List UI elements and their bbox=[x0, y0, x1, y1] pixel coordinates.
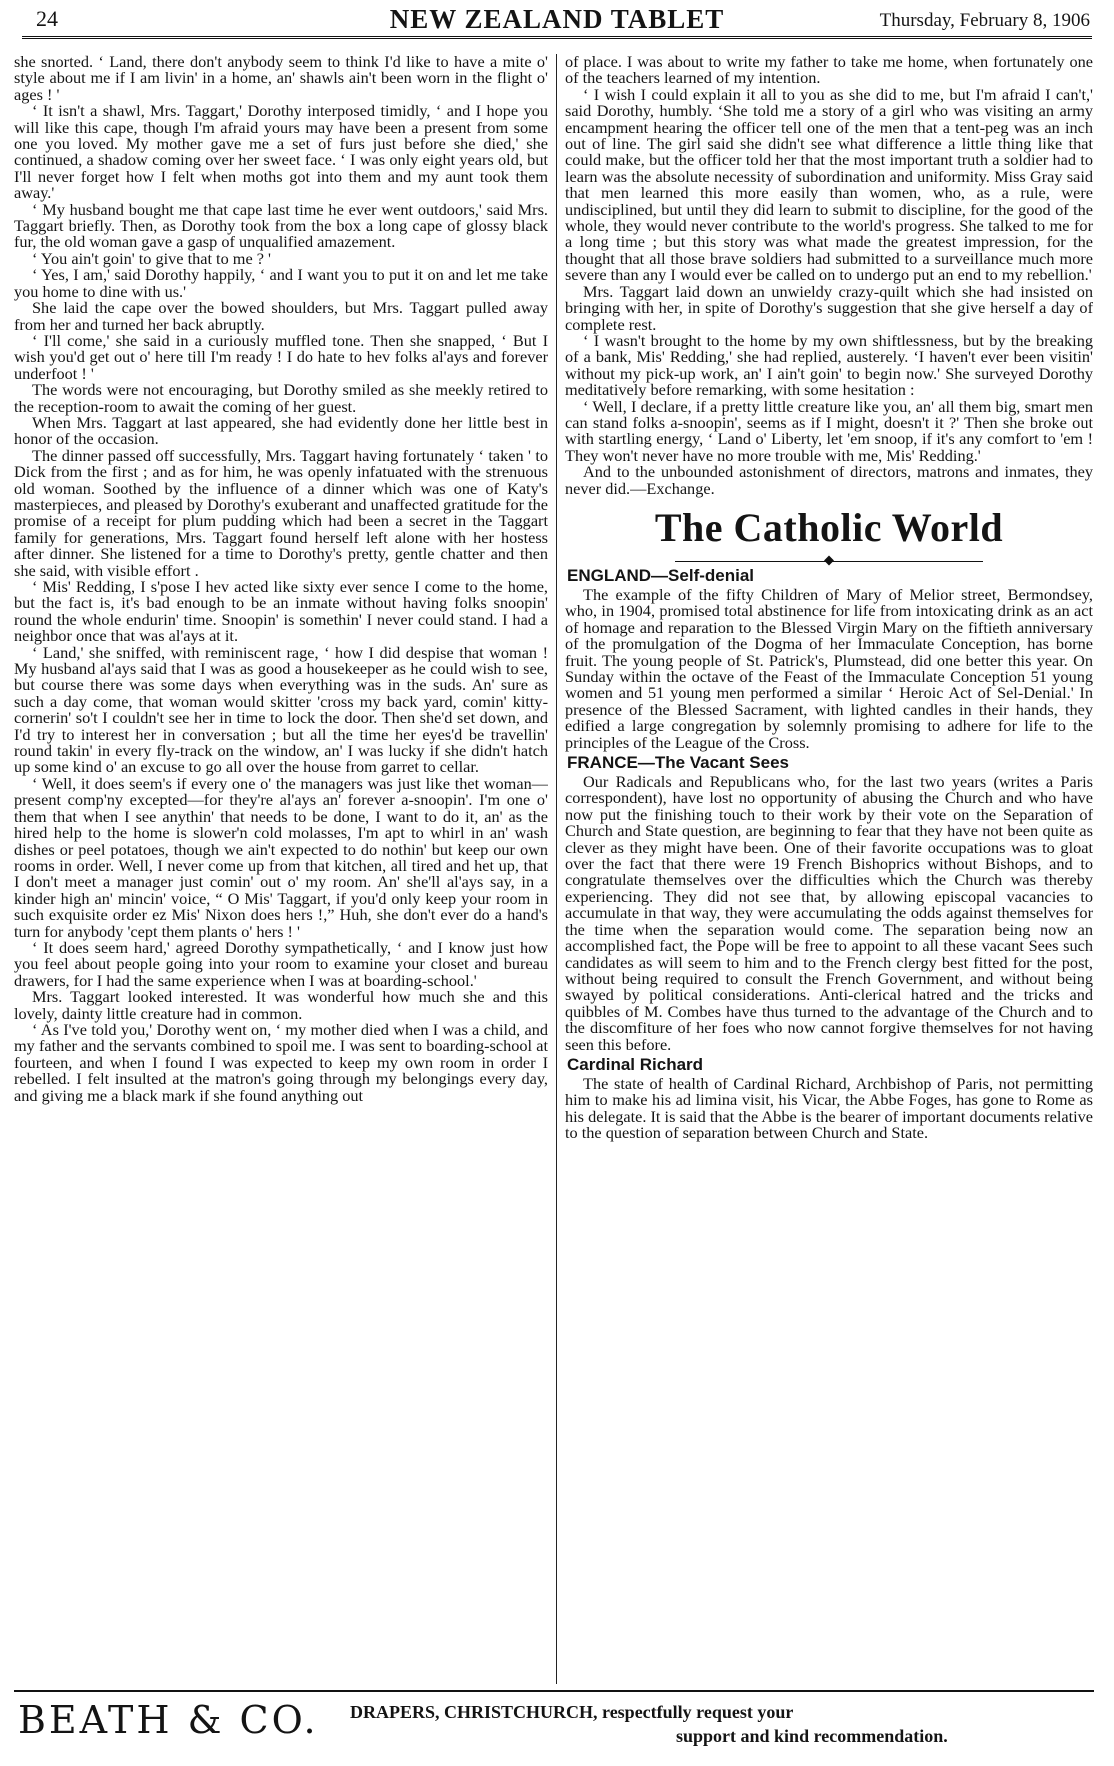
left-column bbox=[14, 54, 548, 1684]
paragraph: ‘ Land,' she sniffed, with reminiscent rage, ‘ how I did despise that woman ! My husband al'ays said that I was as good a housekeeper as he could wish to see, but course there was some days when everything was in the suds. An' sure as such a day come, that woman would skitter 'cross my back yard, comin' kitty-cornerin' so't I couldn't see her in time to lock the door. Then she'd set down, and I'd try to interest her in conversation ; but all the time her eyes'd be travellin' round takin' in every fly-track on the window, an' I was lucky if she didn't hatch up some kind o' an excuse to go all over the house from garret to cellar. bbox=[14, 642, 548, 777]
paragraph: ‘ Well, I declare, if a pretty little creature like you, an' all them big, smart men can stand folks a-snoopin', seems as if I might, doesn't it ?' Then she broke out with startling energy, ‘ Land o' Liberty, let 'em snoop, if it's any comfort to 'em ! They won't never have no more trouble with me, Mis' Redding.' bbox=[565, 396, 1093, 465]
paragraph: ‘ Yes, I am,' said Dorothy happily, ‘ and I want you to put it on and let me take you home to dine with us.' bbox=[14, 265, 548, 301]
paragraph: ‘ I wish I could explain it all to you as she did to me, but I'm afraid I can't,' said Dorothy, humbly. ‘She told me a story of a girl who was visiting an army encampment hearing the officer tell one of the men that a tent-peg was an inch out of line. The girl said she didn't see what difference a little thing like that could make, but the officer told her that the most important truth a soldier had to learn was the absolute necessity of subordination and uniformity. Miss Gray said that men learned this more easily than women, who, as a rule, were undisciplined, but until they did learn to submit to discipline, for the good of the whole, they would never contribute to the world's progress. She talked to me for a long time ; but this story was what made the greatest impression, for the thought that all those brave soldiers had submitted to a surveillance much more severe than any I would ever be called on to undergo put an end to my rebellion.' bbox=[565, 84, 1093, 285]
paragraph: she snorted. ‘ Land, there don't anybody seem to think I'd like to have a mite o' style about me if I am livin' in a home, an' shawls ain't been worn in the flight o' ages ! ' bbox=[14, 54, 548, 104]
paragraph: ‘ My husband bought me that cape last time he ever went outdoors,' said Mrs. Taggart briefly. Then, as Dorothy took from the box a long cape of glossy black fur, the old woman gave a gasp of unqualified amazement. bbox=[14, 199, 548, 252]
page-number: 24 bbox=[36, 6, 58, 31]
paragraph: ‘ It isn't a shawl, Mrs. Taggart,' Dorothy interposed timidly, ‘ and I hope you will like this cape, though I'm afraid yours may have been a present from some one you loved. My mother gave me a set of furs just before she died,' she continued, a shadow coming over her sweet face. ‘ I was only eight years old, but I'll never forget how I felt when moths got into them and my aunt took them away.' bbox=[14, 101, 548, 203]
paragraph: ‘ I'll come,' she said in a curiously muffled tone. Then she snapped, ‘ But I wish you'd get out o' here till I'm ready ! I do hate to hev folks al'ays and forever underfoot ! ' bbox=[14, 330, 548, 383]
paragraph: of place. I was about to write my father to take me home, when fortunately one of the teachers learned of my intention. bbox=[565, 54, 1093, 88]
masthead bbox=[22, 6, 1092, 39]
ornamental-rule bbox=[675, 553, 983, 562]
article-heading: Cardinal Richard bbox=[567, 1054, 704, 1074]
paragraph: ‘ Mis' Redding, I s'pose I hev acted like sixty ever sence I come to the home, but the fact is, it's bad enough to be an inmate without having folks snoopin' round the whole endurin' time. Snoopin' is somethin' I never could stand. I had a neighbor once that was al'ays at it. bbox=[14, 577, 548, 646]
article-heading: FRANCE—The Vacant Sees bbox=[567, 753, 790, 773]
advert-firm-name: BEATH & CO. bbox=[18, 1698, 319, 1742]
paragraph: ‘ I wasn't brought to the home by my own shiftlessness, but by the breaking of a bank, Mis' Redding,' she had replied, austerely. ‘I haven't ever been visitin' without my pick-up work, an' I ain't goin' to begin now.' She surveyed Dorothy meditatively before remarking, with some hesitation : bbox=[565, 330, 1093, 400]
advert-text-line-2: support and kind recommendation. bbox=[676, 1726, 948, 1746]
right-column bbox=[565, 54, 1093, 1684]
paragraph: Mrs. Taggart looked interested. It was wonderful how much she and this lovely, dainty little creature had in common. bbox=[14, 987, 548, 1023]
paragraph: The example of the fifty Children of Mary of Melior street, Bermondsey, who, in 1904, promised total abstinence for life from intoxicating drink as an act of homage and reparation to the Blessed Virgin Mary on the fiftieth anniversary of the promulgation of the Dogma of her Immaculate Conception, has borne fruit. The young people of St. Patrick's, Plumstead, did one better this year. On Sunday within the octave of the Feast of the Immaculate Conception 51 young women and 51 young men performed a similar ‘ Heroic Act of Sel-Denial.' In presence of the Blessed Sacrament, with lighted candles in their hands, they edified a large congregation by solemnly promising to adhere for life to the principles of the League of the Cross. bbox=[565, 584, 1093, 752]
paragraph: ‘ It does seem hard,' agreed Dorothy sympathetically, ‘ and I know just how you feel about people going into your room to examine your closet and bureau drawers, for I had the same experience when I was at boarding-school.' bbox=[14, 937, 548, 990]
advertisement bbox=[0, 1696, 1114, 1766]
paragraph: She laid the cape over the bowed shoulders, but Mrs. Taggart pulled away from her and turned her back abruptly. bbox=[14, 298, 548, 334]
paragraph: Our Radicals and Republicans who, for the last two years (writes a Paris correspondent), have lost no opportunity of abusing the Church and who have now put the finishing touch to their work by their vote on the Separation of Church and State question, are beginning to fear that they have not been quite as clever as they might have been. One of their favorite occupations was to gloat over the fact that there were 19 French Bishoprics without Bishops, and to congratulate themselves over the difficulties which the Church was thereby experiencing. They did not see that, by allowing episcopal vacancies to accumulate in that way, they were accumulating the odds against themselves for the time when the separation would come. The separation being now an accomplished fact, the Pope will be free to appoint to all these vacant Sees such candidates as will seem to him and to the French clergy best fitted for the post, without being required to consult the French Government, and without being swayed by political considerations. Anti-clerical hatred and the tricks and quibbles of M. Combes have thus turned to the advantage of the Church and to the discomfiture of her foes who now cannot forgive themselves for not having seen this before. bbox=[565, 772, 1093, 1054]
advert-text-line-1: DRAPERS, CHRISTCHURCH, respectfully request your bbox=[350, 1702, 794, 1722]
article-heading: ENGLAND—Self-denial bbox=[567, 565, 755, 585]
paragraph: ‘ As I've told you,' Dorothy went on, ‘ my mother died when I was a child, and my father and the servants combined to spoil me. I was sent to boarding-school at fourteen, and when I found I was expected to keep my own room in order I rebelled. I felt insulted at the matron's going through my belongings every day, and giving me a black mark if she found anything out bbox=[14, 1019, 548, 1105]
paragraph: When Mrs. Taggart at last appeared, she had evidently done her little best in honor of the occasion. bbox=[14, 412, 548, 449]
paragraph: The words were not encouraging, but Dorothy smiled as she meekly retired to the reception-room to await the coming of her guest. bbox=[14, 380, 548, 416]
paragraph: The dinner passed off successfully, Mrs. Taggart having fortunately ‘ taken ' to Dick from the first ; and as for him, he was openly infatuated with the strenuous old woman. Soothed by the influence of a dinner which was one of Katy's masterpieces, and pleased by Dorothy's exuberant and unaffected gratitude for the promise of a receipt for plum pudding which had been a secret in the Taggart family for generations, Mrs. Taggart found herself left alone with her hostess after dinner. She listened for a time to Dorothy's pretty, gentle chatter and then she said, with visible effort . bbox=[14, 445, 548, 580]
paragraph: ‘ You ain't goin' to give that to me ? ' bbox=[32, 248, 271, 268]
newspaper-title: NEW ZEALAND TABLET bbox=[389, 4, 725, 34]
paragraph: The state of health of Cardinal Richard, Archbishop of Paris, not permitting him to make his ad limina visit, his Vicar, the Abbe Foges, has gone to Rome as his delegate. It is said that the Abbe is the bearer of important documents relative to the question of separation between Church and State. bbox=[565, 1073, 1093, 1143]
paragraph: Mrs. Taggart laid down an unwieldy crazy-quilt which she had insisted on bringing with her, in spite of Dorothy's suggestion that she give herself a day of complete rest. bbox=[565, 281, 1093, 334]
issue-date: Thursday, February 8, 1906 bbox=[879, 10, 1090, 31]
column-divider bbox=[556, 54, 557, 1684]
paragraph: And to the unbounded astonishment of directors, matrons and inmates, they never did.—Exchange. bbox=[565, 462, 1093, 498]
section-title: The Catholic World bbox=[654, 504, 1004, 550]
paragraph: ‘ Well, it does seem's if every one o' the managers was just like thet woman—present comp'ny excepted—for they're al'ays an' forever a-snoopin'. I'm one o' them that when I see anythin' that needs to be done, I want to do it, an' as the hired help to the home is slower'n cold molasses, I'm apt to whirl in an' wash dishes or peel potatoes, though we ain't expected to do nothin' but keep our own rooms in order. Well, I never come up from that kitchen, all tired and het up, that I don't meet a manager just comin' out o' my room. An' she'll al'ays say, in a kinder high an' mincin' voice, “ O Mis' Taggart, if you'd only keep your room in such exquisite order ez Mis' Nixon does hers !,” Huh, she don't ever do a hand's turn for anybody 'cept them plants o' hers ! ' bbox=[14, 773, 548, 941]
footer-rule bbox=[14, 1690, 1094, 1692]
